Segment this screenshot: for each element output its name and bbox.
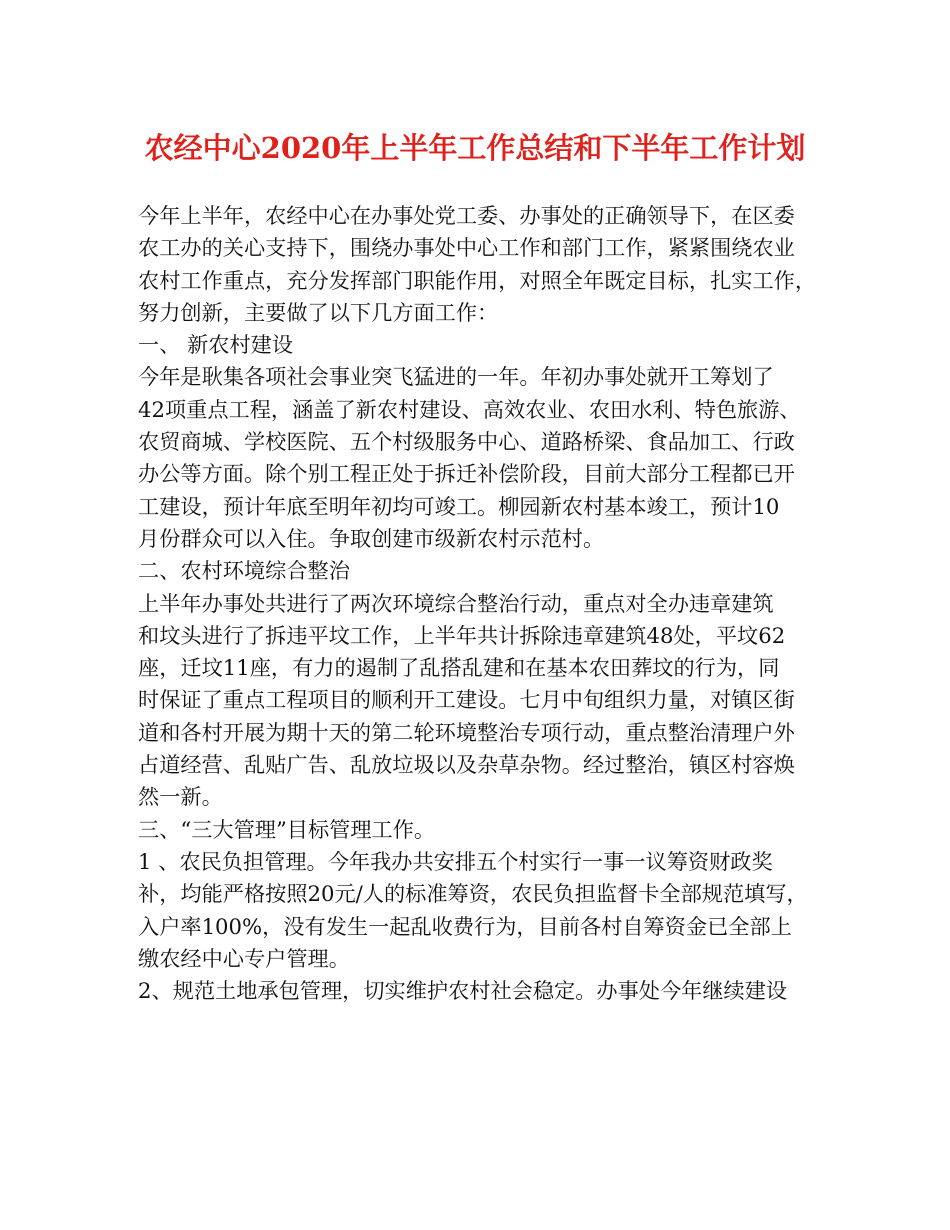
body-line: 农工办的关心支持下，围绕办事处中心工作和部门工作，紧紧围绕农业	[138, 235, 795, 261]
body-line: 农村工作重点，充分发挥部门职能作用，对照全年既定目标，扎实工作，	[138, 267, 817, 293]
body-line: 42项重点工程，涵盖了新农村建设、高效农业、农田水利、特色旅游、	[138, 396, 801, 422]
body-line: 农贸商城、学校医院、五个村级服务中心、道路桥梁、食品加工、行政	[138, 429, 795, 455]
body-line: 努力创新，主要做了以下几方面工作：	[138, 299, 499, 325]
body-line: 补，均能严格按照20元/人的标准筹资，农民负担监督卡全部规范填写，	[138, 881, 808, 907]
body-line: 时保证了重点工程项目的顺利开工建设。七月中旬组织力量，对镇区街	[138, 687, 795, 713]
body-line: 一、 新农村建设	[138, 332, 294, 358]
body-line: 今年是耿集各项社会事业突飞猛进的一年。年初办事处就开工筹划了	[138, 364, 774, 390]
body-line: 二、农村环境综合整治	[138, 558, 350, 584]
body-line: 月份群众可以入住。争取创建市级新农村示范村。	[138, 525, 605, 551]
body-line: 道和各村开展为期十天的第二轮环境整治专项行动，重点整治清理户外	[138, 719, 795, 745]
body-line: 缴农经中心专户管理。	[138, 945, 350, 971]
body-line: 和坟头进行了拆违平坟工作，上半年共计拆除违章建筑48处，平坟62	[138, 622, 786, 648]
body-line: 2、规范土地承包管理，切实维护农村社会稳定。办事处今年继续建设	[138, 978, 788, 1004]
document-title: 农经中心2020年上半年工作总结和下半年工作计划	[144, 131, 806, 165]
body-line: 办公等方面。除个别工程正处于拆迁补偿阶段，目前大部分工程都已开	[138, 461, 795, 487]
body-line: 上半年办事处共进行了两次环境综合整治行动，重点对全办违章建筑	[138, 590, 774, 616]
body-line: 座，迁坟11座，有力的遏制了乱搭乱建和在基本农田葬坟的行为，同	[138, 655, 780, 681]
body-line: 占道经营、乱贴广告、乱放垃圾以及杂草杂物。经过整治，镇区村容焕	[138, 752, 795, 778]
body-line: 入户率100%，没有发生一起乱收费行为，目前各村自筹资金已全部上	[138, 913, 792, 939]
document-body	[138, 200, 828, 1007]
body-line: 工建设，预计年底至明年初均可竣工。柳园新农村基本竣工，预计10	[138, 493, 780, 519]
body-line: 今年上半年，农经中心在办事处党工委、办事处的正确领导下，在区委	[138, 203, 795, 228]
body-line: 三、“三大管理”目标管理工作。	[138, 816, 436, 842]
body-line: 然一新。	[138, 784, 223, 810]
body-line: 1 、农民负担管理。今年我办共安排五个村实行一事一议筹资财政奖	[138, 848, 773, 874]
